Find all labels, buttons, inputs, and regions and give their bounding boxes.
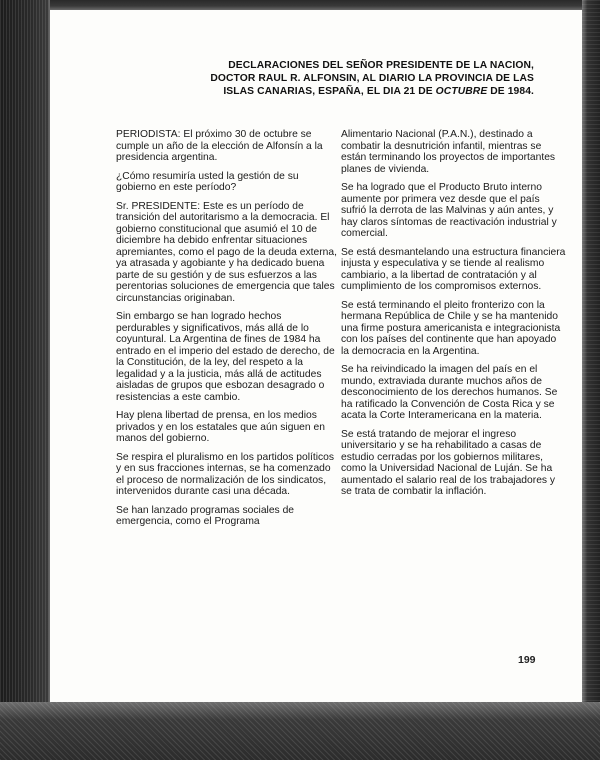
left-column: [116, 129, 338, 535]
document-page: [50, 10, 582, 702]
paragraph: Se está tratando de mejorar el ingreso universitario y se ha rehabilitado a casas de estudio cerradas por los gobiernos militares, como la Universidad Nacional de Luján. Se ha aumentado el salario real de los trabajadores y se trata de combatir la inflación.: [341, 428, 556, 497]
paragraph: Se está terminando el pleito fronterizo con la hermana República de Chile y se ha mantenido una firme postura americanista e integracionista con los países del continente que han apoyado la democracia en la Argentina.: [341, 299, 561, 357]
heading-line-3-start: ISLAS CANARIAS, ESPAÑA, EL DIA 21 DE: [223, 86, 436, 97]
paragraph: Sr. PRESIDENTE: Este es un período de transición del autoritarismo a la democracia. El gobierno constitucional que asumió el 10 de diciembre ha debido enfrentar situaciones apremiantes, como el pago de la deuda externa, ya atrasada y agobiante y ha dedicado buena parte de su gestión y de sus esfuerzos a las perentorias soluciones de emergencia que tales circunstancias originaban.: [116, 200, 337, 304]
heading-line-2: DOCTOR RAUL R. ALFONSIN, AL DIARIO LA PROVINCIA DE LAS: [210, 73, 534, 84]
document-heading: [204, 59, 534, 98]
paragraph: ¿Cómo resumiría usted la gestión de su gobierno en este período?: [116, 170, 299, 193]
scan-border-top: [0, 0, 600, 10]
heading-line-1: DECLARACIONES DEL SEÑOR PRESIDENTE DE LA NACION,: [228, 60, 534, 71]
heading-month: OCTUBRE: [435, 86, 488, 97]
paragraph: Sin embargo se han logrado hechos perdurables y significativos, más allá de lo coyuntural. La Argentina de fines de 1984 ha entrado en el imperio del estado de derecho, de la Constitución, de la ley, del respeto a la legalidad y a la justicia, más allá de actitudes aisladas de grupos que esbozan desagrado o resistencias a este cambio.: [116, 311, 335, 403]
paragraph: Se ha logrado que el Producto Bruto interno aumente por primera vez desde que el país sufrió la derrota de las Malvinas y aún antes, y hay claros síntomas de reactivación industrial y comercial.: [341, 182, 557, 239]
scan-border-right: [582, 0, 600, 760]
paragraph: Se han lanzado programas sociales de emergencia, como el Programa: [116, 504, 295, 527]
paragraph: Se está desmantelando una estructura financiera injusta y especulativa y se tiende al realismo cambiario, a la libertad de contratación y al cumplimiento de los compromisos externos.: [341, 246, 566, 292]
right-column: [341, 129, 566, 505]
paragraph: PERIODISTA: El próximo 30 de octubre se cumple un año de la elección de Alfonsín a la presidencia argentina.: [116, 129, 323, 163]
page-number: 199: [518, 654, 536, 666]
heading-line-3-end: DE 1984.: [487, 86, 534, 97]
paragraph: Alimentario Nacional (P.A.N.), destinado a combatir la desnutrición infantil, mientras se están terminando los proyectos de importantes planes de vivienda.: [341, 129, 556, 175]
paragraph: Se ha reivindicado la imagen del país en el mundo, extraviada durante muchos años de desconocimiento de los derechos humanos. Se ha ratificado la Convención de Costa Rica y se acata la Corte Interamericana en la materia.: [341, 364, 558, 421]
paragraph: Hay plena libertad de prensa, en los medios privados y en los estatales que aún siguen en manos del gobierno.: [116, 410, 325, 444]
scan-border-left: [0, 0, 50, 760]
heading-line-3: [204, 85, 534, 98]
scan-border-bottom: [0, 702, 600, 760]
paragraph: Se respira el pluralismo en los partidos políticos y en sus fracciones internas, se ha comenzado el proceso de normalización de los sindicatos, intervenidos durante casi una década.: [116, 451, 335, 497]
